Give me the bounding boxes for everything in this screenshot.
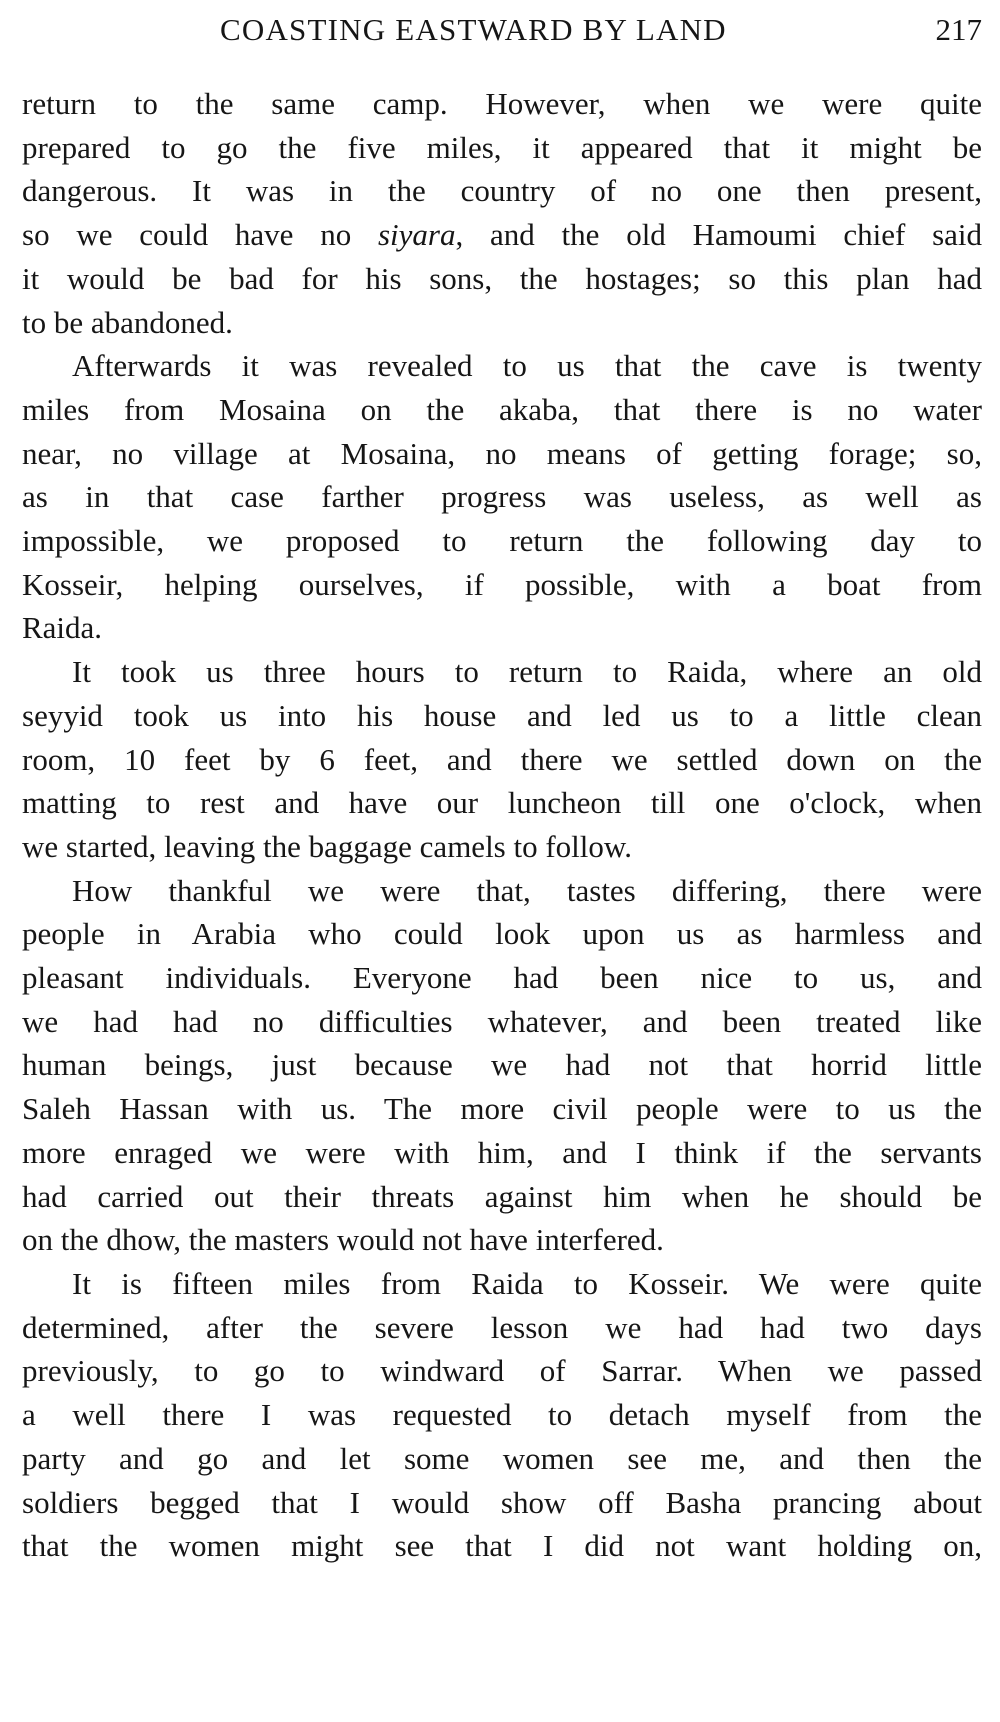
text-line: near, no village at Mosaina, no means of getting forage; so, [22,435,982,471]
text-line: on the dhow, the masters would not have interfered. [22,1222,664,1258]
running-head: COASTING EASTWARD BY LAND [220,12,727,47]
text-line: It is fifteen miles from Raida to Kosseir. We were quite [72,1265,982,1301]
text-line: that the women might see that I did not want holding on, [22,1528,982,1564]
text-line: seyyid took us into his house and led us to a little clean [22,697,982,733]
text-line: return to the same camp. However, when we were quite [22,86,982,121]
text-line: Raida. [22,610,103,646]
text-line [22,213,982,257]
text-fragment: so we could have no [22,217,378,253]
paragraph-5 [22,1262,982,1568]
text-fragment: , and the old Hamoumi chief said [455,217,982,253]
text-line: had carried out their threats against him when he should be [22,1178,982,1214]
text-line: Saleh Hassan with us. The more civil people were to us the [22,1091,982,1127]
text-line: soldiers begged that I would show off Basha prancing about [22,1484,982,1520]
text-line: it would be bad for his sons, the hostages; so this plan had [22,260,982,296]
text-line: miles from Mosaina on the akaba, that there is no water [22,391,982,427]
text-line: human beings, just because we had not that horrid little [22,1047,982,1083]
text-line: matting to rest and have our luncheon till one o'clock, when [22,785,982,821]
text-line: people in Arabia who could look upon us as harmless and [22,916,982,952]
italic-word: siyara [377,217,456,253]
text-line: we started, leaving the baggage camels to follow. [22,828,633,864]
page-number: 217 [935,12,982,47]
text-line: we had had no difficulties whatever, and been treated like [22,1003,982,1039]
text-line: to be abandoned. [22,304,233,340]
text-line: It took us three hours to return to Raida, where an old [72,654,982,690]
text-line: as in that case farther progress was useless, as well as [22,479,982,515]
paragraph-2 [22,344,982,650]
text-line: previously, to go to windward of Sarrar. When we passed [22,1353,982,1389]
text-line: a well there I was requested to detach myself from the [22,1397,982,1433]
text-line: party and go and let some women see me, and then the [22,1440,982,1476]
text-line: Afterwards it was revealed to us that the cave is twenty [72,348,982,384]
text-line: Kosseir, helping ourselves, if possible, with a boat from [22,566,982,602]
text-line: prepared to go the five miles, it appeared that it might be [22,129,982,165]
body-text [22,82,982,1568]
text-line: room, 10 feet by 6 feet, and there we settled down on the [22,741,982,777]
paragraph-3 [22,650,982,869]
text-line: more enraged we were with him, and I think if the servants [22,1134,982,1170]
paragraph-1 [22,82,982,344]
text-line: pleasant individuals. Everyone had been nice to us, and [22,960,982,996]
text-line: dangerous. It was in the country of no one then present, [22,173,982,209]
page-header [22,8,982,58]
text-line: impossible, we proposed to return the following day to [22,523,982,559]
text-line: How thankful we were that, tastes differing, there were [72,872,982,908]
paragraph-4 [22,869,982,1262]
text-line: determined, after the severe lesson we had had two days [22,1309,982,1345]
